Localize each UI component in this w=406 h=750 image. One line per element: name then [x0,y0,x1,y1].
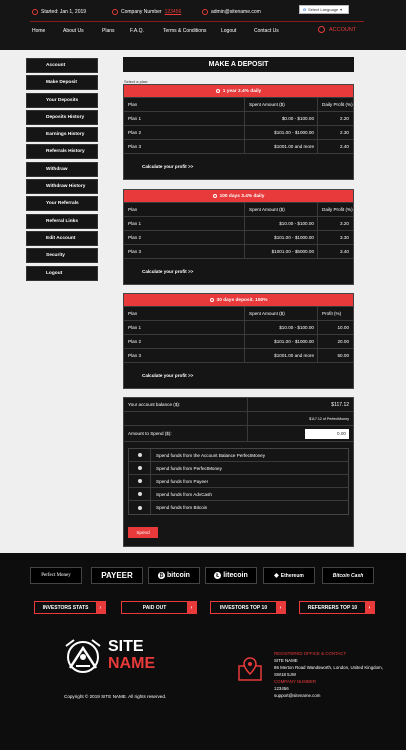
sidebar-item-logout[interactable]: Logout [26,266,98,281]
admin-email[interactable]: admin@sitename.com [211,9,261,15]
chevron-right-icon: › [96,602,105,613]
amount-input[interactable] [305,429,349,439]
chevron-right-icon: › [187,602,196,613]
table-header-row [124,202,353,216]
sidebar-item-earnings-history[interactable]: Earnings History [26,127,98,142]
table-cell: $101.00 - $1000.00 [244,126,317,139]
copyright: Copyright © 2019 SITE NAME. All rights reserved. [64,694,167,699]
investors-top10-button[interactable] [210,601,286,614]
table-cell: 2.20 [317,112,353,125]
radio-icon[interactable] [213,194,217,198]
plan-card [123,293,354,389]
site-logo-icon [62,636,104,678]
sidebar-item-deposits-history[interactable]: Deposits History [26,110,98,125]
company-title: COMPANY NUMBER [274,679,317,684]
option-label: Spend funds from the Account Balance PerfectMoney [156,452,266,458]
table-cell: 20.00 [317,335,353,348]
table-cell: 3.40 [317,245,353,258]
plan-card [123,189,354,285]
company-number[interactable]: 123456 [164,9,182,15]
ethereum-logo [263,567,315,584]
option-label: Spend funds from AdvCash [156,491,212,497]
option-label: Spend funds from Bitcoin [156,505,208,510]
table-cell: Plan 3 [128,144,142,149]
site-logo[interactable] [108,638,155,672]
divider [30,21,364,22]
column-header: Daily Profit (%) [317,98,353,111]
table-cell: Plan 2 [128,130,142,135]
office-contact [274,650,384,699]
column-header: Plan [128,311,138,316]
chevron-right-icon: › [365,602,374,613]
sidebar-item-referral-links[interactable]: Referral Links [26,214,98,229]
table-cell: $101.00 - $1000.00 [244,335,317,348]
table-cell: Plan 3 [128,249,142,254]
table-cell: 50.00 [317,349,353,362]
radio-icon[interactable] [138,453,142,457]
table-row [124,139,353,153]
company-label: Company Number [121,9,162,15]
sidebar [26,58,98,283]
plan-card [123,84,354,180]
email-info [202,6,261,18]
sidebar-item-account[interactable]: Account [26,58,98,73]
bitcoin-logo [148,567,200,584]
column-header: Plan [128,207,138,212]
google-translate-icon: G [303,7,307,12]
pm-balance-row [124,412,353,426]
table-header-row [124,306,353,320]
table-cell: Plan 1 [128,221,142,226]
table-cell: Plan 2 [128,235,142,240]
account-label: ACCOUNT [329,26,357,33]
column-header: Spent Amount ($) [244,307,317,320]
payment-option[interactable] [129,488,348,501]
referrers-top10-button[interactable] [299,601,375,614]
balance-row [124,398,353,412]
table-cell: Plan 1 [128,325,142,330]
sidebar-item-security[interactable]: Security [26,248,98,263]
table-cell: 10.00 [317,321,353,334]
table-cell: $101.00 - $1000.00 [244,231,317,244]
nav-item-faq[interactable]: F.A.Q. [130,28,144,34]
table-row [124,111,353,125]
button-label: PAID OUT [142,604,167,611]
column-header: Spent Amount ($) [244,203,317,216]
litecoin-label: litecoin [223,572,248,579]
radio-icon[interactable] [216,89,220,93]
nav-item-about[interactable]: About Us [63,28,84,34]
sidebar-item-withdraw[interactable]: Withdraw [26,162,98,177]
table-row [124,216,353,230]
table-row [124,348,353,362]
table-cell: Plan 2 [128,339,142,344]
payeer-logo: PAYEER [91,567,143,584]
option-label: Spend funds from Payeer [156,478,209,484]
started-info [32,6,86,18]
radio-icon[interactable] [138,479,142,483]
spend-panel [123,397,354,547]
table-cell: $1001.00 and more [244,140,317,153]
balance-label: Your account balance ($): [128,402,181,407]
table-header-row [124,97,353,111]
ethereum-label: Ethereum [280,572,304,579]
balance-value: $117.12 [247,398,353,411]
plan-name: 30 days deposit. 150% [216,297,268,303]
nav-item-logout[interactable]: Logout [221,28,237,34]
account-button[interactable] [318,26,356,33]
bitcoincash-logo: Bitcoin Cash [322,567,374,584]
pm-balance: $117.12 of PerfectMoney [247,412,353,425]
table-row [124,334,353,348]
table-row [124,320,353,334]
bitcoin-label: bitcoin [167,572,190,579]
column-header: Daily Profit (%) [317,203,353,216]
top-bar [0,0,406,50]
nav-item-plans[interactable]: Plans [102,28,115,34]
table-cell: $1001.00 and more [244,349,317,362]
table-cell: 2.30 [317,126,353,139]
bitcoin-icon: ₿ [159,572,164,579]
logo-line1: SITE [108,638,144,655]
sidebar-item-your-deposits[interactable]: Your Deposits [26,93,98,108]
sidebar-item-withdraw-history[interactable]: Withdraw History [26,179,98,194]
litecoin-logo [205,567,257,584]
table-cell: $0.00 - $100.00 [244,112,317,125]
ethereum-icon: ◆ [274,573,279,579]
radio-icon[interactable] [138,492,142,496]
nav-item-home[interactable]: Home [32,28,46,34]
button-label: REFERRERS TOP 10 [307,604,358,611]
calculate-profit-link[interactable]: Calculate your profit >> [124,362,353,388]
table-cell: 2.40 [317,140,353,153]
table-cell: $1001.00 - $5000.00 [244,245,317,258]
table-row [124,125,353,139]
radio-icon[interactable] [138,506,142,510]
language-select[interactable] [299,5,349,14]
plan-header[interactable] [124,85,353,97]
table-cell: 3.30 [317,231,353,244]
table-cell: $10.00 - $100.00 [244,217,317,230]
sidebar-item-edit-account[interactable]: Edit Account [26,231,98,246]
litecoin-icon: Ł [216,572,220,579]
page-title: MAKE A DEPOSIT [123,57,354,72]
chevron-right-icon: › [276,602,285,613]
chevron-down-icon: ▾ [340,7,343,12]
office-postcode: SW18 5JW [274,672,296,677]
table-cell: Plan 3 [128,353,142,358]
building-icon [112,9,118,15]
table-row [124,244,353,258]
table-cell: 3.20 [317,217,353,230]
investors-stats-button[interactable] [34,601,106,614]
office-address: 86 Merton Road Wandsworth, London, United Kingdom, [274,665,383,670]
plan-header[interactable] [124,294,353,306]
support-email[interactable]: support@sitename.com [274,693,321,698]
option-label: Spend funds from PerfectMoney [156,465,222,471]
payment-options [128,448,349,515]
radio-icon[interactable] [210,298,214,302]
column-header: Profit (%) [317,307,353,320]
column-header: Spent Amount ($) [244,98,317,111]
amount-row [124,426,353,442]
perfectmoney-logo: Perfect Money [30,567,82,584]
payment-option[interactable] [129,462,348,475]
sidebar-item-your-referrals[interactable]: Your Referrals [26,196,98,211]
calculate-profit-link[interactable]: Calculate your profit >> [124,153,353,179]
plan-header[interactable] [124,190,353,202]
spend-button[interactable]: Spend [128,527,158,538]
select-plan-label: Select a plan: [124,79,149,84]
language-label: Select Language [308,7,339,12]
clock-icon [32,9,38,15]
started-text: Started: Jan 1, 2019 [41,9,87,15]
sidebar-item-make-deposit[interactable]: Make Deposit [26,75,98,90]
office-title: REGISTERED OFFICE & CONTACT [274,651,347,656]
payment-option[interactable] [129,501,348,514]
table-row [124,230,353,244]
nav-item-terms[interactable]: Terms & Conditions [163,28,207,34]
radio-icon[interactable] [138,466,142,470]
main-content [123,57,354,535]
user-icon [318,26,325,33]
button-label: INVESTORS STATS [42,604,89,611]
footer-company-number: 123456 [274,686,289,691]
button-label: INVESTORS TOP 10 [219,604,268,611]
payment-option[interactable] [129,475,348,488]
plan-name: 1 year 2.4% daily [222,88,262,94]
amount-label: Amount to Spend ($): [128,431,172,436]
payment-option[interactable] [129,449,348,462]
table-cell: $10.00 - $100.00 [244,321,317,334]
office-name: SITE NAME [274,658,298,663]
table-cell: Plan 1 [128,116,142,121]
plan-name: 100 days 3.4% daily [219,193,265,199]
calculate-profit-link[interactable]: Calculate your profit >> [124,258,353,284]
column-header: Plan [128,102,138,107]
sidebar-item-referrals-history[interactable]: Referrals History [26,144,98,159]
company-info [112,6,181,18]
nav-item-contact[interactable]: Contact Us [254,28,279,34]
location-pin-icon [238,656,262,682]
mail-icon [202,9,208,15]
logo-line2: NAME [108,655,156,672]
paid-out-button[interactable] [121,601,197,614]
